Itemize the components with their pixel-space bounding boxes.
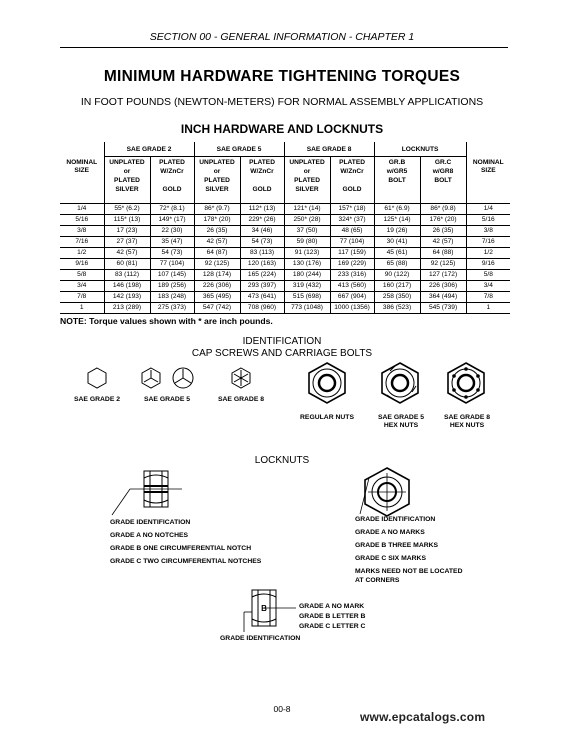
table-cell: 176* (20) — [420, 215, 466, 226]
locknut-left-label: GRADE C TWO CIRCUMFERENTIAL NOTCHES — [110, 558, 262, 565]
table-cell: 165 (224) — [240, 270, 284, 281]
table-cell: 86* (9.7) — [194, 204, 240, 215]
table-cell: 386 (523) — [374, 303, 420, 314]
table-cell: 1000 (1356) — [330, 303, 374, 314]
table-cell: 189 (256) — [150, 281, 194, 292]
table-cell: 160 (217) — [374, 281, 420, 292]
label-line: SAE GRADE 5 — [377, 414, 425, 421]
table-cell: 92 (125) — [420, 259, 466, 270]
table-cell: 7/16 — [60, 237, 104, 248]
table-cell: 59 (80) — [284, 237, 330, 248]
column-header-line: SILVER — [205, 185, 229, 193]
locknut-right-label: GRADE B THREE MARKS — [355, 542, 439, 549]
column-header-line: GOLD — [162, 185, 182, 193]
locknut-right-label: MARKS NEED NOT BE LOCATED — [355, 568, 463, 575]
locknut-bottom-label: GRADE C LETTER C — [299, 623, 366, 630]
table-cell: 515 (698) — [284, 292, 330, 303]
table-cell: 92 (125) — [194, 259, 240, 270]
table-cell: 149* (17) — [150, 215, 194, 226]
column-header-line: GR.B — [388, 159, 406, 166]
locknut-left-labels — [110, 516, 261, 568]
locknut-bottom-label: GRADE B LETTER B — [299, 613, 366, 620]
locknut-right-label: GRADE C SIX MARKS — [355, 555, 426, 562]
table-cell: 3/4 — [60, 281, 104, 292]
column-header-line: W/ZnCr — [160, 167, 184, 175]
locknut-side-view-icon — [112, 471, 182, 515]
table-cell: 547 (742) — [194, 303, 240, 314]
table-cell: 1 — [60, 303, 104, 314]
label-sae5: SAE GRADE 5 — [143, 396, 191, 403]
table-cell: 293 (397) — [240, 281, 284, 292]
locknut-left-label: GRADE IDENTIFICATION — [110, 519, 191, 526]
column-header-line: SILVER — [295, 185, 319, 193]
locknut-right-label: GRADE A NO MARKS — [355, 529, 425, 536]
table-cell: 3/8 — [60, 226, 104, 237]
table-cell: 142 (193) — [104, 292, 150, 303]
table-cell: 7/8 — [60, 292, 104, 303]
column-header-line: or — [303, 167, 311, 175]
table-cell: 130 (176) — [284, 259, 330, 270]
table-cell: 667 (904) — [330, 292, 374, 303]
column-header-line: BOLT — [434, 176, 452, 184]
table-cell: 275 (373) — [150, 303, 194, 314]
table-cell: 365 (495) — [194, 292, 240, 303]
table-cell: 117 (159) — [330, 248, 374, 259]
table-cell: 3/4 — [466, 281, 510, 292]
table-cell: 5/8 — [466, 270, 510, 281]
table-cell: 55* (6.2) — [104, 204, 150, 215]
table-cell: 9/16 — [466, 259, 510, 270]
table-cell: 72* (8.1) — [150, 204, 194, 215]
page-title: MINIMUM HARDWARE TIGHTENING TORQUES — [103, 68, 461, 85]
column-header-line: W/ZnCr — [250, 167, 274, 175]
table-cell: 473 (641) — [240, 292, 284, 303]
locknut-left-label: GRADE A NO NOTCHES — [110, 532, 189, 539]
watermark: www.epcatalogs.com — [360, 710, 486, 724]
table-cell: 127 (172) — [420, 270, 466, 281]
column-header-line: SILVER — [115, 185, 139, 193]
table-cell: 27 (37) — [104, 237, 150, 248]
identification-title: IDENTIFICATION — [242, 336, 322, 347]
table-cell: 413 (560) — [330, 281, 374, 292]
table-cell: 86* (9.8) — [420, 204, 466, 215]
table-cell: 233 (316) — [330, 270, 374, 281]
table-cell: 64 (88) — [420, 248, 466, 259]
column-header-line: PLATED — [339, 159, 365, 166]
column-header-line: PLATED — [159, 159, 185, 166]
table-cell: 9/16 — [60, 259, 104, 270]
table-cell: 26 (35) — [194, 226, 240, 237]
table-cell: 115* (13) — [104, 215, 150, 226]
table-cell: 34 (46) — [240, 226, 284, 237]
locknut-left-label: GRADE B ONE CIRCUMFERENTIAL NOTCH — [110, 545, 252, 552]
table-cell: 169 (229) — [330, 259, 374, 270]
column-header-line: SIZE — [480, 167, 496, 175]
label-sae8: SAE GRADE 8 — [217, 396, 265, 403]
column-header-line: or — [123, 167, 131, 175]
table-cell: 17 (23) — [104, 226, 150, 237]
group-sae5: SAE GRADE 5 — [194, 142, 284, 157]
table-cell: 226 (306) — [420, 281, 466, 292]
table-cell: 26 (35) — [420, 226, 466, 237]
table-cell: 146 (198) — [104, 281, 150, 292]
column-header-line: UNPLATED — [289, 159, 325, 166]
table-cell: 120 (163) — [240, 259, 284, 270]
table-cell: 128 (174) — [194, 270, 240, 281]
table-cell: 1/2 — [466, 248, 510, 259]
group-sae8: SAE GRADE 8 — [284, 142, 374, 157]
table-cell: 65 (88) — [374, 259, 420, 270]
group-locknuts: LOCKNUTS — [374, 142, 466, 157]
table-cell: 77 (104) — [330, 237, 374, 248]
table-cell: 1/4 — [466, 204, 510, 215]
table-cell: 545 (739) — [420, 303, 466, 314]
table-cell: 107 (145) — [150, 270, 194, 281]
column-header-line: or — [213, 167, 221, 175]
table-cell: 3/8 — [466, 226, 510, 237]
column-header-line: PLATED — [204, 176, 230, 184]
column-header-line: W/ZnCr — [340, 167, 364, 175]
column-header-line: BOLT — [388, 176, 406, 184]
column-header-line: PLATED — [294, 176, 320, 184]
column-header-line: w/GR8 — [432, 167, 454, 175]
table-cell: 83 (112) — [104, 270, 150, 281]
table-cell: 319 (432) — [284, 281, 330, 292]
column-header-line: w/GR5 — [386, 167, 408, 175]
locknut-right-label: AT CORNERS — [355, 577, 400, 584]
locknut-bottom-labels — [299, 602, 365, 632]
table-title: INCH HARDWARE AND LOCKNUTS — [180, 122, 384, 136]
table-cell: 1 — [466, 303, 510, 314]
table-cell: 45 (61) — [374, 248, 420, 259]
column-header-line: NOMINAL — [472, 158, 504, 166]
table-cell: 7/16 — [466, 237, 510, 248]
table-cell: 157* (18) — [330, 204, 374, 215]
column-header-line: PLATED — [114, 176, 140, 184]
label-line: SAE GRADE 8 — [443, 414, 491, 421]
identification-subtitle: CAP SCREWS AND CARRIAGE BOLTS — [191, 348, 373, 359]
column-header-line: PLATED — [249, 159, 275, 166]
column-header-line: SIZE — [74, 167, 90, 175]
table-cell: 258 (350) — [374, 292, 420, 303]
locknut-letter-b: B — [261, 604, 267, 613]
table-cell: 5/8 — [60, 270, 104, 281]
locknut-letter-view-icon — [244, 590, 296, 632]
section-header: SECTION 00 - GENERAL INFORMATION - CHAPTER 1 — [149, 31, 415, 43]
table-cell: 226 (306) — [194, 281, 240, 292]
table-cell: 121* (14) — [284, 204, 330, 215]
label-sae2: SAE GRADE 2 — [73, 396, 121, 403]
table-cell: 112* (13) — [240, 204, 284, 215]
table-cell: 125* (14) — [374, 215, 420, 226]
table-cell: 708 (960) — [240, 303, 284, 314]
column-header-line: NOMINAL — [66, 158, 98, 166]
table-cell: 64 (87) — [194, 248, 240, 259]
column-header-line: GOLD — [342, 185, 362, 193]
label-line: HEX NUTS — [449, 422, 485, 429]
table-cell: 22 (30) — [150, 226, 194, 237]
label-regular-nuts: REGULAR NUTS — [300, 414, 354, 421]
table-cell: 773 (1048) — [284, 303, 330, 314]
locknut-top-view-icon — [360, 468, 409, 516]
table-cell: 90 (122) — [374, 270, 420, 281]
table-cell: 180 (244) — [284, 270, 330, 281]
column-header-line: UNPLATED — [199, 159, 235, 166]
table-cell: 42 (57) — [420, 237, 466, 248]
column-header-line: UNPLATED — [109, 159, 145, 166]
table-cell: 54 (73) — [150, 248, 194, 259]
table-cell: 60 (81) — [104, 259, 150, 270]
label-line: HEX NUTS — [383, 422, 419, 429]
table-cell: 1/4 — [60, 204, 104, 215]
table-cell: 77 (104) — [150, 259, 194, 270]
table-cell: 19 (26) — [374, 226, 420, 237]
locknut-bottom-label: GRADE A NO MARK — [299, 603, 365, 610]
table-cell: 178* (20) — [194, 215, 240, 226]
table-cell: 229* (26) — [240, 215, 284, 226]
table-cell: 42 (57) — [104, 248, 150, 259]
table-cell: 1/2 — [60, 248, 104, 259]
table-cell: 324* (37) — [330, 215, 374, 226]
table-cell: 61* (6.9) — [374, 204, 420, 215]
table-cell: 5/16 — [60, 215, 104, 226]
table-cell: 54 (73) — [240, 237, 284, 248]
locknut-bottom-grade-label: GRADE IDENTIFICATION — [220, 635, 301, 642]
page-number: 00-8 — [273, 704, 291, 714]
locknut-right-labels — [355, 513, 463, 585]
table-cell: 30 (41) — [374, 237, 420, 248]
table-cell: 7/8 — [466, 292, 510, 303]
table-cell: 42 (57) — [194, 237, 240, 248]
table-cell: 35 (47) — [150, 237, 194, 248]
table-cell: 213 (289) — [104, 303, 150, 314]
table-cell: 364 (494) — [420, 292, 466, 303]
column-header-line: GOLD — [252, 185, 272, 193]
page-subtitle: IN FOOT POUNDS (NEWTON-METERS) FOR NORMAL ASSEMBLY APPLICATIONS — [80, 96, 484, 108]
locknut-right-label: GRADE IDENTIFICATION — [355, 516, 436, 523]
table-cell: 48 (65) — [330, 226, 374, 237]
table-cell: 250* (28) — [284, 215, 330, 226]
table-cell: 91 (123) — [284, 248, 330, 259]
table-cell: 5/16 — [466, 215, 510, 226]
torque-note: NOTE: Torque values shown with * are inch pounds. — [60, 316, 273, 326]
table-cell: 83 (113) — [240, 248, 284, 259]
column-header-line: GR.C — [434, 159, 452, 166]
group-sae2: SAE GRADE 2 — [104, 142, 194, 157]
table-cell: 183 (248) — [150, 292, 194, 303]
locknuts-heading: LOCKNUTS — [254, 455, 310, 466]
table-cell: 37 (50) — [284, 226, 330, 237]
